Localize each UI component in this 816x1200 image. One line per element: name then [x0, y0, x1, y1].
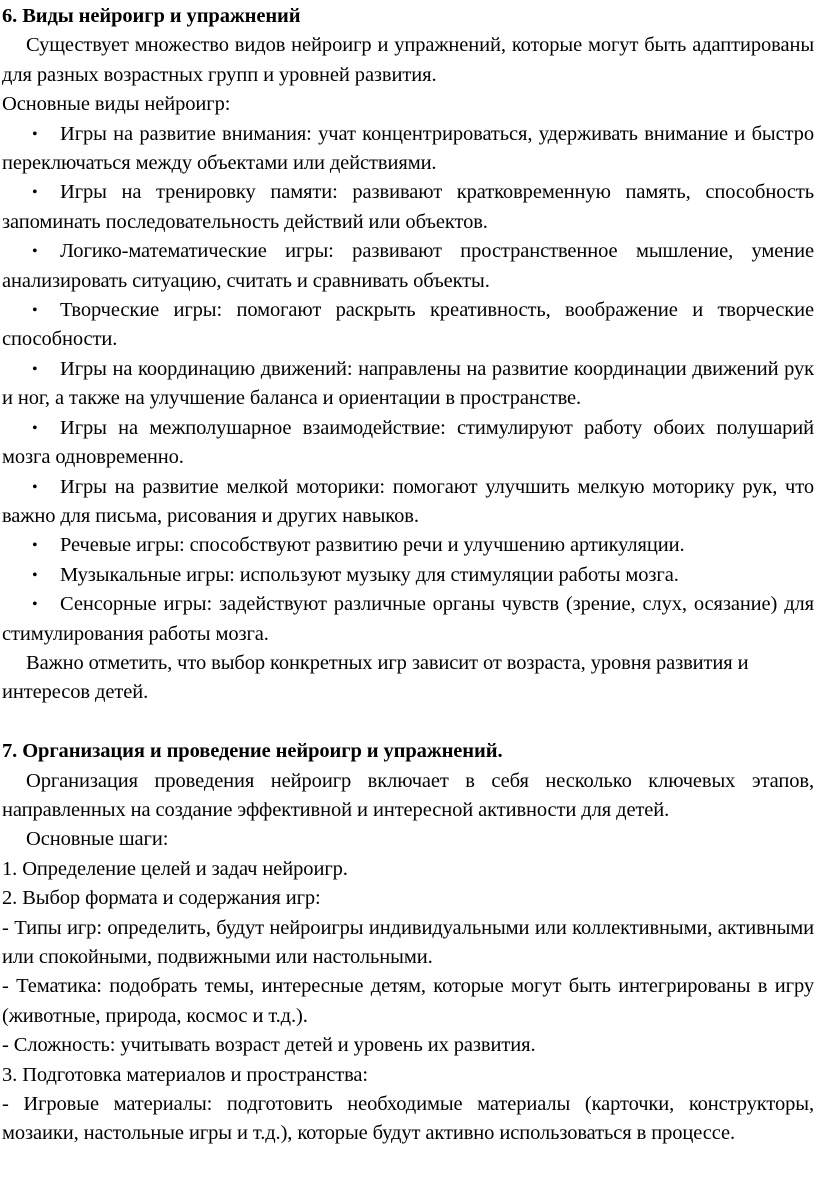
list-item — [2, 355, 814, 414]
bullet-icon: • — [32, 478, 38, 496]
list-item — [2, 473, 814, 532]
step-line: - Типы игр: определить, будут нейроигры индивидуальными или коллективными, активными или спокойными, подвижными или настольными. — [2, 916, 814, 968]
bullet-icon: • — [32, 360, 38, 378]
list-item-text: Творческие игры: помогают раскрыть креативность, воображение и творческие способности. — [2, 299, 814, 351]
list-item-text: Игры на межполушарное взаимодействие: стимулируют работу обоих полушарий мозга одновременно. — [2, 416, 814, 469]
section-6-list-title: Основные виды нейроигр: — [2, 93, 231, 116]
list-item-text: Игры на тренировку памяти: развивают кратковременную память, способность запоминать последовательность действий или объектов. — [2, 181, 814, 233]
section-6-note: Важно отметить, что выбор конкретных игр зависит от возраста, уровня развития и интересов детей. — [2, 651, 749, 704]
list-item-text: Речевые игры: способствуют развитию речи и улучшению артикуляции. — [60, 534, 685, 557]
bullet-icon: • — [32, 125, 38, 143]
section-6-intro: Существует множество видов нейроигр и упражнений, которые могут быть адаптированы для разных возрастных групп и уровней развития. — [2, 34, 814, 86]
neurogame-types-list — [2, 120, 814, 649]
list-item — [2, 531, 814, 560]
list-item — [2, 590, 814, 649]
list-item-text: Игры на развитие мелкой моторики: помогают улучшить мелкую моторику рук, что важно для письма, рисования и других навыков. — [2, 475, 814, 527]
bullet-icon: • — [32, 243, 38, 261]
section-6-heading: 6. Виды нейроигр и упражнений — [2, 5, 301, 27]
step-line: 3. Подготовка материалов и пространства: — [2, 1063, 368, 1086]
step-line: - Игровые материалы: подготовить необходимые материалы (карточки, конструкторы, мозаики, настольные игры и т.д.), которые будут активно использоваться в процессе. — [2, 1093, 814, 1145]
list-item — [2, 178, 814, 237]
step-line: - Сложность: учитывать возраст детей и уровень их развития. — [2, 1034, 536, 1057]
bullet-icon: • — [32, 184, 38, 202]
bullet-icon: • — [32, 566, 38, 584]
bullet-icon: • — [32, 419, 38, 437]
list-item-text: Сенсорные игры: задействуют различные органы чувств (зрение, слух, осязание) для стимулирования работы мозга. — [2, 593, 814, 645]
list-item-text: Игры на координацию движений: направлены на развитие координации движений рук и ног, а также на улучшение баланса и ориентации в пространстве. — [2, 357, 814, 410]
list-item — [2, 414, 814, 473]
list-item — [2, 237, 814, 296]
list-item — [2, 120, 814, 179]
section-7-intro: Организация проведения нейроигр включает в себя несколько ключевых этапов, направленных на создание эффективной и интересной активности для детей. — [2, 769, 814, 821]
step-line: 1. Определение целей и задач нейроигр. — [2, 857, 348, 880]
list-item-text: Игры на развитие внимания: учат концентрироваться, удерживать внимание и быстро переключаться между объектами или действиями. — [2, 122, 814, 175]
section-spacer — [2, 708, 814, 737]
bullet-icon: • — [32, 537, 38, 555]
bullet-icon: • — [32, 596, 38, 614]
step-line: - Тематика: подобрать темы, интересные детям, которые могут быть интегрированы в игру (животные, природа, космос и т.д.). — [2, 975, 814, 1027]
list-item-text: Логико-математические игры: развивают пространственное мышление, умение анализировать ситуацию, считать и сравнивать объекты. — [2, 240, 814, 292]
section-7-heading: 7. Организация и проведение нейроигр и упражнений. — [2, 740, 503, 763]
section-7-steps-title: Основные шаги: — [26, 828, 169, 851]
list-item — [2, 296, 814, 355]
step-line: 2. Выбор формата и содержания игр: — [2, 887, 321, 910]
bullet-icon: • — [32, 302, 38, 320]
list-item — [2, 561, 814, 590]
list-item-text: Музыкальные игры: используют музыку для стимуляции работы мозга. — [60, 563, 679, 586]
